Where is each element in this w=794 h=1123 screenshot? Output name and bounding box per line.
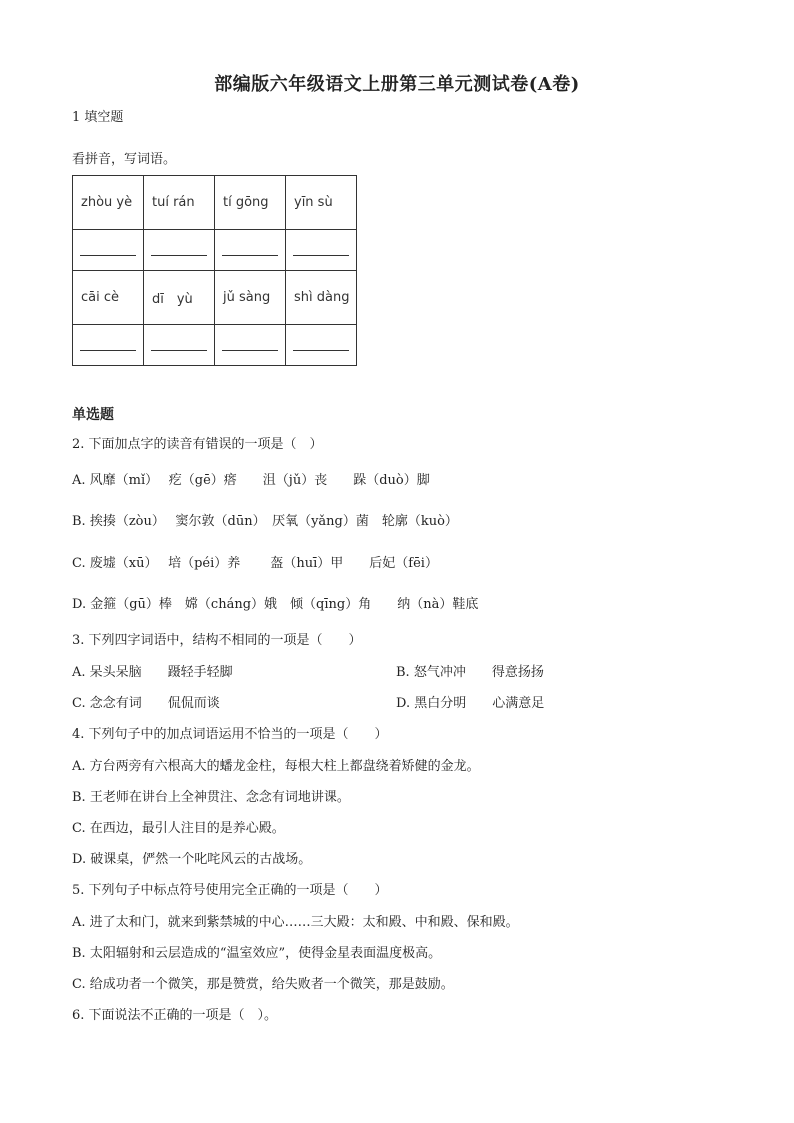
question-5-option-b[interactable]: B. 太阳辐射和云层造成的“温室效应”，使得金星表面温度极高。: [72, 946, 442, 961]
question-2-option-c[interactable]: C. 废墟（xū） 培（péi）养 盔（huī）甲 后妃（fēi）: [72, 556, 438, 571]
pinyin-cell: yīn sù: [286, 176, 357, 230]
answer-line: [222, 241, 278, 256]
answer-line: [151, 336, 207, 351]
answer-cell[interactable]: [144, 325, 215, 366]
question-3-stem: 3. 下列四字词语中，结构不相同的一项是（ ）: [72, 633, 362, 648]
question-2-option-d[interactable]: D. 金箍（gū）棒 嫦（cháng）娥 倾（qīng）角 纳（nà）鞋底: [72, 597, 479, 612]
question-4-option-a[interactable]: A. 方台两旁有六根高大的蟠龙金柱，每根大柱上都盘绕着矫健的金龙。: [72, 759, 480, 774]
question-4-option-b[interactable]: B. 王老师在讲台上全神贯注、念念有词地讲课。: [72, 790, 350, 805]
page-title: 部编版六年级语文上册第三单元测试卷(A卷): [214, 74, 580, 95]
pinyin-cell: dī yù: [144, 271, 215, 325]
answer-row: [73, 325, 357, 366]
pinyin-cell: jǔ sàng: [215, 271, 286, 325]
answer-line: [80, 336, 136, 351]
question-2-option-a[interactable]: A. 风靡（mǐ） 疙（gē）瘩 沮（jǔ）丧 跺（duò）脚: [72, 473, 430, 488]
question-3-option-d[interactable]: D. 黑白分明 心满意足: [396, 696, 545, 711]
answer-cell[interactable]: [286, 325, 357, 366]
answer-line: [293, 241, 349, 256]
question-5-stem: 5. 下列句子中标点符号使用完全正确的一项是（ ）: [72, 883, 388, 898]
pinyin-cell: zhòu yè: [73, 176, 144, 230]
question-2-stem: 2. 下面加点字的读音有错误的一项是（ ）: [72, 437, 323, 452]
answer-cell[interactable]: [144, 230, 215, 271]
answer-line: [151, 241, 207, 256]
question-6-stem: 6. 下面说法不正确的一项是（ ）。: [72, 1008, 278, 1023]
answer-cell[interactable]: [286, 230, 357, 271]
pinyin-cell: cāi cè: [73, 271, 144, 325]
question-3-option-a[interactable]: A. 呆头呆脑 蹑轻手轻脚: [72, 665, 233, 680]
question-2-option-b[interactable]: B. 挨揍（zòu） 窦尔敦（dūn） 厌氧（yǎng）菌 轮廓（kuò）: [72, 514, 458, 529]
pinyin-row: [73, 271, 357, 325]
pinyin-cell: shì dàng: [286, 271, 357, 325]
answer-cell[interactable]: [215, 325, 286, 366]
question-4-stem: 4. 下列句子中的加点词语运用不恰当的一项是（ ）: [72, 727, 388, 742]
answer-cell[interactable]: [215, 230, 286, 271]
question-4-option-c[interactable]: C. 在西边，最引人注目的是养心殿。: [72, 821, 285, 836]
section-heading-single-choice: 单选题: [72, 407, 114, 423]
question-5-option-a[interactable]: A. 进了太和门，就来到紫禁城的中心……三大殿：太和殿、中和殿、保和殿。: [72, 915, 519, 930]
answer-line: [80, 241, 136, 256]
answer-row: [73, 230, 357, 271]
pinyin-cell: tuí rán: [144, 176, 215, 230]
question-4-option-d[interactable]: D. 破课桌，俨然一个叱咤风云的古战场。: [72, 852, 312, 867]
section-heading-fill-in: 1 填空题: [72, 110, 124, 125]
answer-line: [293, 336, 349, 351]
pinyin-cell: tí gōng: [215, 176, 286, 230]
pinyin-row: [73, 176, 357, 230]
pinyin-table: [72, 175, 357, 366]
question-3-option-b[interactable]: B. 怒气冲冲 得意扬扬: [396, 665, 544, 680]
answer-line: [222, 336, 278, 351]
question-3-option-c[interactable]: C. 念念有词 侃侃而谈: [72, 696, 220, 711]
instruction-text: 看拼音，写词语。: [72, 152, 177, 167]
answer-cell[interactable]: [73, 325, 144, 366]
answer-cell[interactable]: [73, 230, 144, 271]
question-5-option-c[interactable]: C. 给成功者一个微笑，那是赞赏，给失败者一个微笑，那是鼓励。: [72, 977, 454, 992]
